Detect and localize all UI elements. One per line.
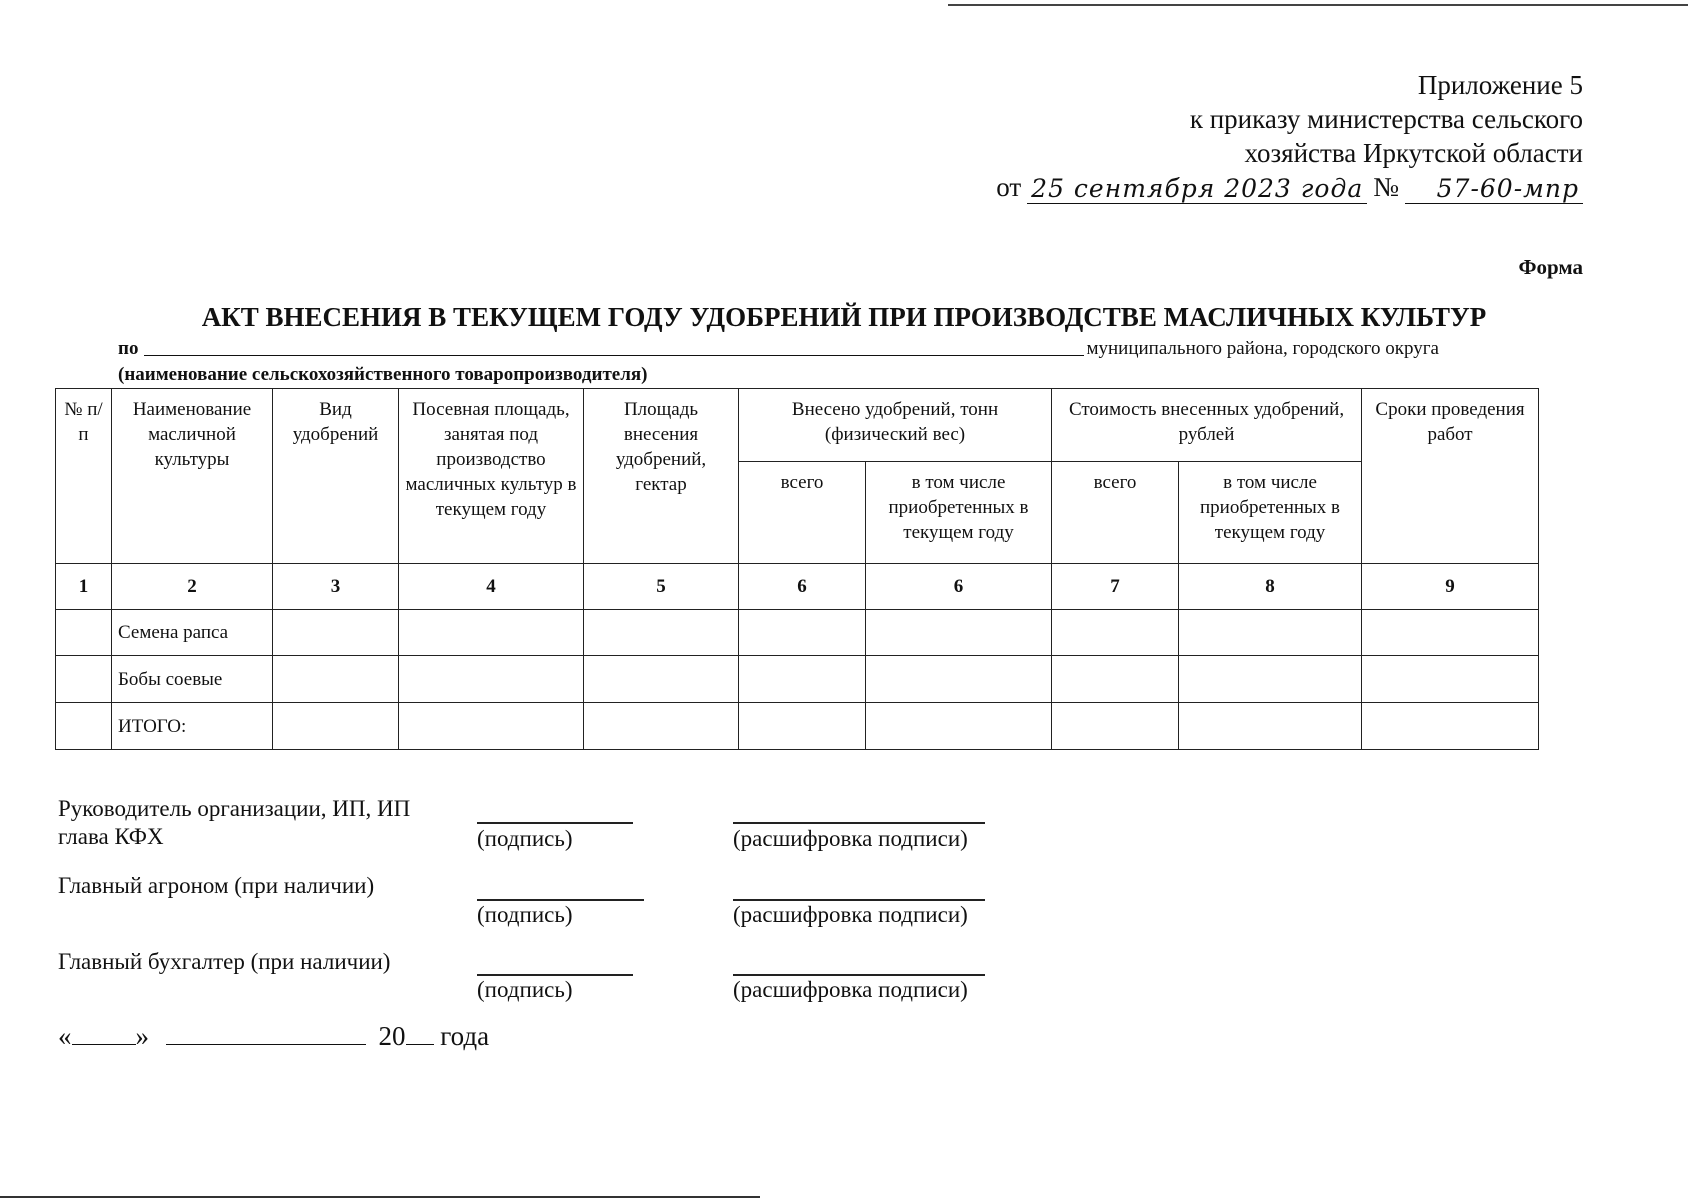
- table-cell[interactable]: [56, 703, 112, 750]
- order-date-number-line: [996, 170, 1583, 204]
- table-row: [56, 656, 1539, 703]
- table-cell[interactable]: [866, 656, 1052, 703]
- table-row: [56, 610, 1539, 656]
- table-cell[interactable]: [1052, 703, 1179, 750]
- header-applied-group: Внесено удобрений, тонн (физический вес): [739, 389, 1052, 462]
- table-cell[interactable]: [1362, 703, 1539, 750]
- col-number: 9: [1362, 564, 1539, 610]
- year-prefix: 20: [378, 1021, 406, 1051]
- row-label-soybeans: Бобы соевые: [112, 656, 273, 703]
- table-cell[interactable]: [399, 703, 584, 750]
- table-cell[interactable]: [584, 610, 739, 656]
- col-number: 6: [866, 564, 1052, 610]
- signature-agronomist-label: Главный агроном (при наличии): [58, 873, 375, 898]
- header-cost-group: Стоимость внесенных удобрений, рублей: [1052, 389, 1362, 462]
- signature-caption: (подпись): [477, 902, 573, 927]
- table-cell[interactable]: [584, 703, 739, 750]
- table-cell[interactable]: [273, 610, 399, 656]
- col-number: 7: [1052, 564, 1179, 610]
- header-cost-total: всего: [1052, 462, 1179, 564]
- col-number: 6: [739, 564, 866, 610]
- order-from-label: от: [996, 172, 1022, 202]
- signature-decode-line[interactable]: [733, 974, 985, 976]
- order-date-handwritten: 25 сентября 2023 года: [1027, 175, 1367, 204]
- order-number-label: №: [1373, 172, 1399, 202]
- signature-caption: (подпись): [477, 826, 573, 851]
- year-blank[interactable]: [406, 1020, 434, 1045]
- table-cell[interactable]: [1362, 656, 1539, 703]
- table-cell[interactable]: [584, 656, 739, 703]
- table-cell[interactable]: [399, 656, 584, 703]
- table-cell[interactable]: [56, 610, 112, 656]
- header-applied-area: Площадь внесения удобрений, гектар: [584, 389, 739, 564]
- col-number: 5: [584, 564, 739, 610]
- signature-decode-line[interactable]: [733, 899, 985, 901]
- table-cell[interactable]: [56, 656, 112, 703]
- producer-note: (наименование сельскохозяйственного товаропроизводителя): [118, 364, 648, 385]
- table-cell[interactable]: [1052, 610, 1179, 656]
- signature-head-line2: глава КФХ: [58, 824, 164, 849]
- appendix-block: [996, 68, 1583, 204]
- table-cell[interactable]: [866, 610, 1052, 656]
- header-num: № п/п: [56, 389, 112, 564]
- producer-name-blank[interactable]: [144, 355, 1084, 356]
- row-label-total: ИТОГО:: [112, 703, 273, 750]
- header-cost-bought: в том числе приобретенных в текущем году: [1179, 462, 1362, 564]
- signature-line[interactable]: [477, 974, 633, 976]
- table-cell[interactable]: [1362, 610, 1539, 656]
- po-line: [118, 338, 1508, 360]
- signature-line[interactable]: [477, 899, 644, 901]
- row-label-rapeseed: Семена рапса: [112, 610, 273, 656]
- fertilizer-act-table: [55, 388, 1539, 750]
- header-applied-bought: в том числе приобретенных в текущем году: [866, 462, 1052, 564]
- po-prefix: по: [118, 338, 139, 359]
- date-close-quote: »: [135, 1021, 149, 1051]
- year-suffix: года: [440, 1021, 490, 1051]
- signature-line[interactable]: [477, 822, 633, 824]
- table-cell[interactable]: [1179, 656, 1362, 703]
- top-edge-rule: [948, 4, 1688, 6]
- column-number-row: [56, 564, 1539, 610]
- table-cell[interactable]: [1052, 656, 1179, 703]
- table-cell[interactable]: [739, 703, 866, 750]
- day-blank[interactable]: [72, 1020, 136, 1045]
- bottom-edge-rule: [0, 1196, 760, 1198]
- signature-caption: (подпись): [477, 977, 573, 1002]
- col-number: 2: [112, 564, 273, 610]
- date-line: [58, 1020, 489, 1052]
- table-cell[interactable]: [273, 703, 399, 750]
- col-number: 8: [1179, 564, 1362, 610]
- col-number: 3: [273, 564, 399, 610]
- decode-caption: (расшифровка подписи): [733, 902, 968, 927]
- order-number-handwritten: 57-60-мпр: [1405, 175, 1583, 204]
- appendix-line-3: хозяйства Иркутской области: [1244, 138, 1583, 168]
- header-row-1: [56, 389, 1539, 462]
- appendix-line-2: к приказу министерства сельского: [1189, 104, 1583, 134]
- header-sown-area: Посевная площадь, занятая под производство масличных культур в текущем году: [399, 389, 584, 564]
- header-applied-total: всего: [739, 462, 866, 564]
- decode-caption: (расшифровка подписи): [733, 826, 968, 851]
- appendix-line-1: Приложение 5: [1417, 70, 1583, 100]
- signature-accountant-label: Главный бухгалтер (при наличии): [58, 949, 391, 974]
- table-cell[interactable]: [273, 656, 399, 703]
- document-title: АКТ ВНЕСЕНИЯ В ТЕКУЩЕМ ГОДУ УДОБРЕНИЙ ПРИ ПРОИЗВОДСТВЕ МАСЛИЧНЫХ КУЛЬТУР: [201, 302, 1487, 332]
- col-number: 1: [56, 564, 112, 610]
- header-crop: Наименование масличной культуры: [112, 389, 273, 564]
- table-cell[interactable]: [399, 610, 584, 656]
- signature-head-line1: Руководитель организации, ИП, ИП: [58, 796, 411, 821]
- header-fertilizer-type: Вид удобрений: [273, 389, 399, 564]
- table-cell[interactable]: [1179, 703, 1362, 750]
- date-open-quote: «: [58, 1021, 72, 1051]
- signature-head-label: [58, 795, 410, 851]
- table-cell[interactable]: [739, 610, 866, 656]
- col-number: 4: [399, 564, 584, 610]
- decode-caption: (расшифровка подписи): [733, 977, 968, 1002]
- signature-decode-line[interactable]: [733, 822, 985, 824]
- month-blank[interactable]: [166, 1020, 366, 1045]
- po-suffix: муниципального района, городского округа: [1086, 338, 1439, 359]
- table-cell[interactable]: [866, 703, 1052, 750]
- header-terms: Сроки проведения работ: [1362, 389, 1539, 564]
- table-row: [56, 703, 1539, 750]
- table-cell[interactable]: [739, 656, 866, 703]
- form-label: Форма: [1518, 255, 1583, 279]
- table-cell[interactable]: [1179, 610, 1362, 656]
